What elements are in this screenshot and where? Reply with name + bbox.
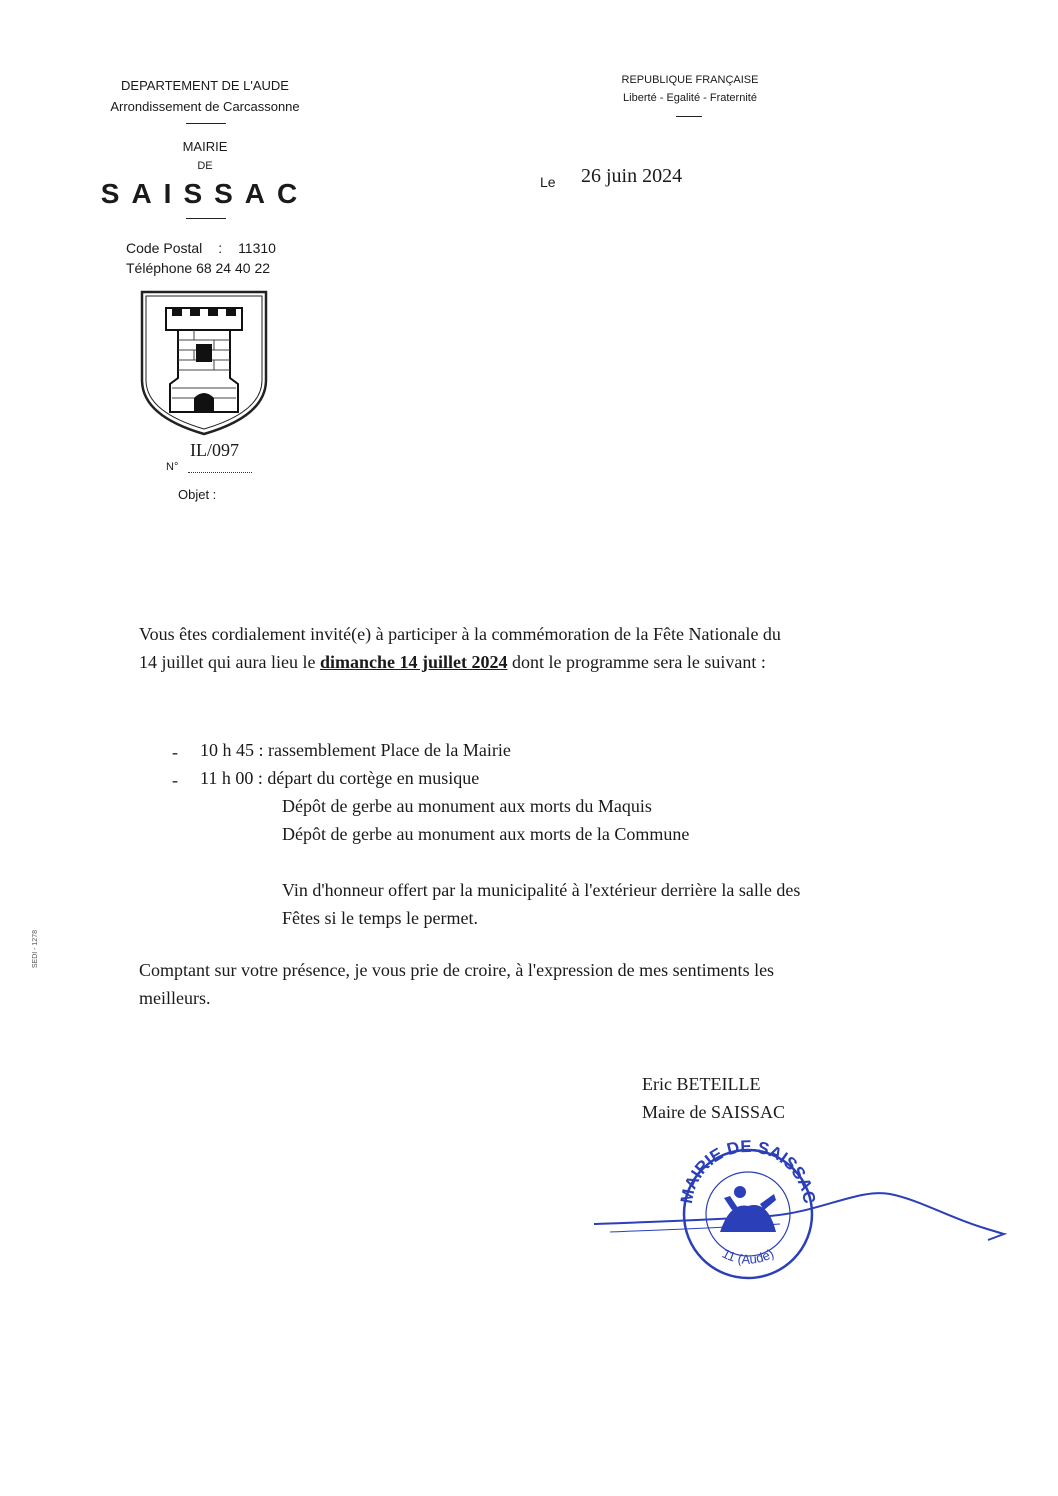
reference-number: IL/097 bbox=[190, 440, 239, 460]
object-label: Objet : bbox=[178, 487, 217, 502]
intro-line-2 bbox=[139, 648, 766, 676]
postal-sep: : bbox=[218, 240, 223, 256]
number-dotted-line bbox=[188, 472, 252, 473]
intro-line-2-start: 14 juillet qui aura lieu le bbox=[139, 652, 320, 672]
program-sub-1: Dépôt de gerbe au monument aux morts du Maquis bbox=[282, 796, 652, 816]
divider bbox=[186, 218, 226, 219]
postal-label: Code Postal bbox=[126, 240, 203, 256]
postal-line bbox=[126, 238, 276, 258]
intro-line-1: Vous êtes cordialement invité(e) à participer à la commémoration de la Fête Nationale du bbox=[139, 624, 781, 644]
list-dash: - bbox=[172, 742, 178, 762]
phone-label: Téléphone bbox=[126, 260, 193, 276]
date-prefix: Le bbox=[540, 174, 556, 190]
official-stamp-icon bbox=[590, 1140, 1010, 1280]
reception-line-2: Fêtes si le temps le permet. bbox=[282, 908, 478, 928]
program-item-2: 11 h 00 : départ du cortège en musique bbox=[200, 768, 480, 788]
program-item-1: 10 h 45 : rassemblement Place de la Mairie bbox=[200, 740, 511, 760]
arrondissement-label: Arrondissement de Carcassonne bbox=[110, 99, 300, 114]
reception-line-1: Vin d'honneur offert par la municipalité à l'extérieur derrière la salle des bbox=[282, 880, 801, 900]
postal-code: 11310 bbox=[238, 240, 276, 256]
phone-line bbox=[126, 258, 270, 278]
mayor-name: Eric BETEILLE bbox=[642, 1074, 761, 1094]
phone-number: 68 24 40 22 bbox=[196, 260, 271, 276]
divider bbox=[186, 123, 226, 124]
mayor-title: Maire de SAISSAC bbox=[642, 1102, 785, 1122]
mairie-label: MAIRIE bbox=[182, 139, 228, 154]
town-name: SAISSAC bbox=[100, 178, 310, 209]
de-label: DE bbox=[197, 160, 213, 172]
republic-label: REPUBLIQUE FRANÇAISE bbox=[621, 74, 759, 86]
department-label: DEPARTEMENT DE L'AUDE bbox=[121, 78, 289, 93]
list-dash: - bbox=[172, 770, 178, 790]
divider bbox=[676, 116, 702, 117]
closing-line-1: Comptant sur votre présence, je vous prie de croire, à l'expression de mes sentiments les bbox=[139, 960, 775, 980]
svg-text:11 (Aude) bbox=[720, 1246, 776, 1267]
program-sub-2: Dépôt de gerbe au monument aux morts de la Commune bbox=[282, 824, 690, 844]
closing-line-2: meilleurs. bbox=[139, 988, 211, 1008]
letter-date: 26 juin 2024 bbox=[581, 165, 683, 187]
stamp-bottom-text: 11 (Aude) bbox=[719, 1245, 777, 1267]
motto-label: Liberté - Egalité - Fraternité bbox=[623, 92, 757, 104]
event-date: dimanche 14 juillet 2024 bbox=[319, 652, 508, 672]
stamp-top-text: MAIRIE DE SAISSAC bbox=[676, 1140, 819, 1206]
side-note: SEDI - 1278 bbox=[32, 930, 39, 969]
number-label: N° bbox=[166, 461, 179, 473]
coat-of-arms-icon bbox=[138, 288, 270, 438]
intro-line-2-end: dont le programme sera le suivant : bbox=[507, 652, 766, 672]
